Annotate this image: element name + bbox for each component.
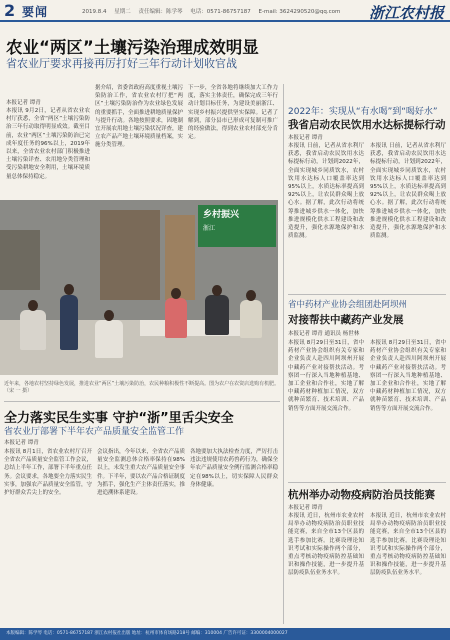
column-divider bbox=[283, 84, 284, 624]
page-number: 2 bbox=[4, 1, 16, 20]
issue-date: 2019.8.4 bbox=[82, 9, 107, 15]
herb-body-col1: 本报讯 8月29日至31日，省中药材产业协会组织有关专家和企业负责人赴四川阿坝州开展中藏药产业对接帮扶活动。考察团一行深入当地种植基地、加工企业和合作社，实地了解中藏药材种植加工情况，双方就种苗繁育、技术培训、产品销售等方面开展交流合作。 bbox=[288, 340, 364, 412]
vet-headline: 杭州举办动物疫病防治员技能赛 bbox=[288, 489, 435, 501]
water-headline: 我省启动农民饮用水达标提标行动 bbox=[288, 119, 446, 131]
food-safety-byline: 本报记者 谭青 bbox=[4, 440, 39, 446]
lead-body-col2: 据介绍，省委省政府高度重视土壤污染防治工作，省农业农村厅把“两区”土壤污染防治作为农业绿色发展的重要抓手，全面推进耕地质量保护与提升行动。各地按照要求，因地制宜开展农用地土壤污染状况详查，建立农产品产地土壤环境质量档案，实施分类管理。 bbox=[95, 85, 183, 149]
herb-headline: 对接帮扶中藏药产业发展 bbox=[288, 314, 404, 326]
editor: 责任编辑：陈学琴 bbox=[138, 9, 183, 15]
paper-logo: 浙江农村报 bbox=[368, 4, 444, 22]
food-safety-headline: 全力落实民生实事 守护“浙”里舌尖安全 bbox=[4, 411, 234, 426]
water-body-col1: 本报讯 日前，记者从省水利厅获悉，我省启动农民饮用水达标提标行动，计划到2022年，全面实现城乡同质饮水，农村饮用水达标人口覆盖率达到95%以上，水质达标率提高到92%以上，让农民群众喝上放心水。据了解，此次行动将统筹推进城乡供水一体化，加快推进规模化供水工程建设和改造提升，强化水源地保护和水质监测。 bbox=[288, 143, 364, 240]
photo-caption: 近年来，各地农村坚持绿色发展，推进农业“两区”土壤污染防治，农民种粮积极性不断提高。图为农户在农资店选购有机肥。（宋 一 摄） bbox=[4, 381, 280, 394]
masthead-info bbox=[82, 7, 346, 15]
lead-headline: 农业“两区”土壤污染治理成效明显 bbox=[6, 38, 259, 57]
water-kicker: 2022年：实现从“有水喝”到“喝好水” bbox=[288, 107, 438, 117]
food-safety-body-col3: 各地要加大执法检查力度，严厉打击违法违规使用农药兽药行为，确保全年农产品质量安全例行监测合格率稳定在98%以上，切实保障人民群众身体健康。 bbox=[190, 449, 278, 488]
food-safety-body-col1: 本报讯 8月1日，省农业农村厅召开全省农产品质量安全监管工作会议，总结上半年工作，部署下半年重点任务。会议要求，各地要全力落实民生实事，加强农产品质量安全监管，守护好群众舌尖上的安全。 bbox=[4, 449, 92, 497]
herb-body-col2: 本报讯 8月29日至31日，省中药材产业协会组织有关专家和企业负责人赴四川阿坝州开展中藏药产业对接帮扶活动。考察团一行深入当地种植基地、加工企业和合作社，实地了解中藏药材种植加工情况，双方就种苗繁育、技术培训、产品销售等方面开展交流合作。 bbox=[370, 340, 446, 412]
section-name: 要闻 bbox=[22, 5, 49, 19]
weekday: 星期二 bbox=[114, 9, 131, 15]
vet-body-col1: 本报讯 近日，杭州市农业农村局举办动物疫病防治员职业技能竞赛，来自全市13个区县的选手参加比赛。比赛设理论知识考试和实际操作两个部分，重点考核动物疫病防控基础知识和操作技能，进一步提升基层防疫队伍业务水平。 bbox=[288, 513, 364, 577]
herb-byline: 本报记者 谭青 通讯员 杨世林 bbox=[288, 331, 360, 337]
divider bbox=[288, 294, 446, 295]
lead-subheadline: 省农业厅要求再接再厉打好三年行动计划收官战 bbox=[6, 57, 237, 70]
badge-line2: 浙江 bbox=[203, 225, 216, 232]
food-safety-subheadline: 省农业厅部署下半年农产品质量安全监管工作 bbox=[4, 427, 185, 437]
water-byline: 本报记者 谭青 bbox=[288, 135, 323, 141]
badge-line1: 乡村振兴 bbox=[203, 210, 240, 220]
vet-byline: 本报记者 谭青 bbox=[288, 505, 323, 511]
food-safety-body-col2: 会议指出，今年以来，全省农产品质量安全监测总体合格率保持在98%以上，未发生重大农产品质量安全事件。下半年，要以农产品合格证制度为抓手，强化生产主体责任落实，推进追溯体系建设。 bbox=[97, 449, 185, 497]
masthead bbox=[0, 0, 450, 22]
rural-revitalization-badge bbox=[198, 205, 276, 247]
lead-byline: 本报记者 谭青 bbox=[6, 100, 41, 106]
divider bbox=[4, 401, 280, 402]
vet-body-col2: 本报讯 近日，杭州市农业农村局举办动物疫病防治员职业技能竞赛，来自全市13个区县的选手参加比赛。比赛设理论知识考试和实际操作两个部分，重点考核动物疫病防控基础知识和操作技能，进一步提升基层防疫队伍业务水平。 bbox=[370, 513, 446, 577]
divider bbox=[288, 482, 446, 483]
page-footer: 本版编辑：陈学琴 电话：0571-86757187 浙江农村报社出版 地址：杭州市体育场路218号 邮编：310004 广告许可证：3300004000027 bbox=[0, 628, 450, 640]
lead-body-col1: 本报讯 9月2日，记者从省农业农村厅获悉，全省“两区”土壤污染防治三年行动取得明显成效。截至目前，农业“两区”土壤污染防治已完成年度任务的96%以上，2019年以来，全省农业农村部门积极推进土壤污染详查、农用地分类管理和受污染耕地安全利用，土壤环境质量总体保持稳定。 bbox=[6, 108, 90, 180]
phone: 电话：0571-86757187 bbox=[190, 9, 251, 15]
lead-body-col3: 下一步，全省各地将继续加大工作力度，落实主体责任，确保完成三年行动计划目标任务，为建设美丽浙江、实现乡村振兴提供坚实保障。记者了解到，部分县市已形成可复制可推广的经验做法，得到农业农村部充分肯定。 bbox=[188, 85, 278, 141]
email: E-mail: 3624290520@qq.com bbox=[258, 9, 341, 15]
herb-kicker: 省中药材产业协会组团赴阿坝州 bbox=[288, 300, 408, 310]
water-body-col2: 本报讯 日前，记者从省水利厅获悉，我省启动农民饮用水达标提标行动，计划到2022年，全面实现城乡同质饮水，农村饮用水达标人口覆盖率达到95%以上，水质达标率提高到92%以上，让农民群众喝上放心水。据了解，此次行动将统筹推进城乡供水一体化，加快推进规模化供水工程建设和改造提升，强化水源地保护和水质监测。 bbox=[370, 143, 446, 240]
